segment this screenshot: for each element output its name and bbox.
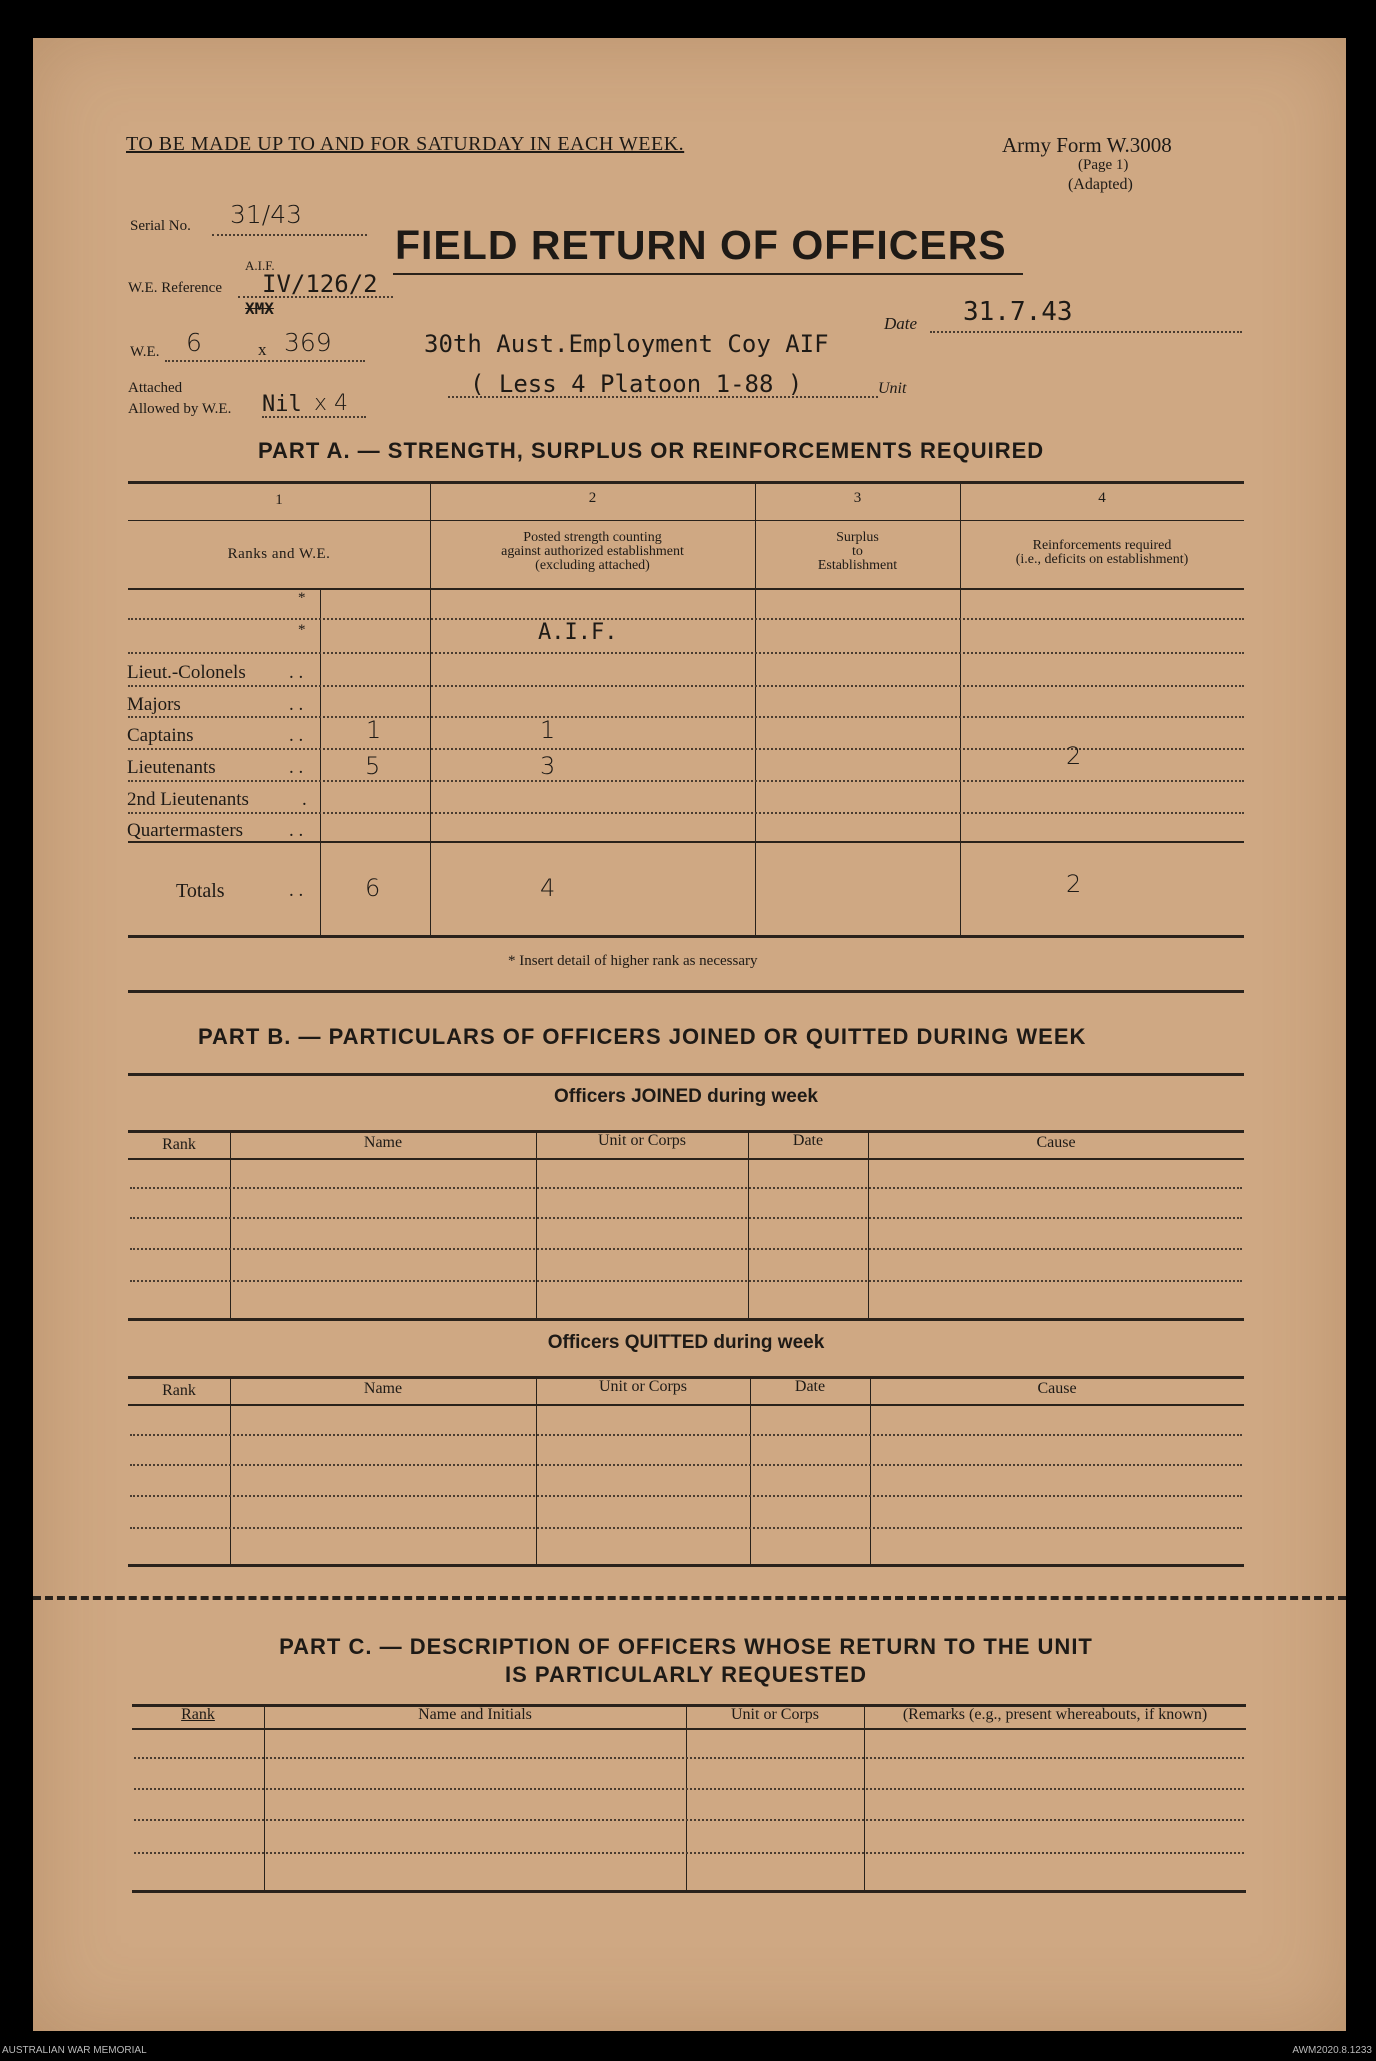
- joined-col-unit: Unit or Corps: [598, 1132, 686, 1149]
- rank-captains-dots: . .: [289, 725, 304, 746]
- col3-header-1: Surplus: [836, 530, 879, 545]
- col3-header-2: to: [852, 544, 863, 559]
- col2-header-3: (excluding attached): [535, 558, 650, 573]
- allowed-extra: x 4: [314, 391, 349, 416]
- col-number-1: 1: [275, 492, 283, 508]
- rank-lieutenants: Lieutenants: [127, 757, 216, 778]
- unit-line-2: ( Less 4 Platoon 1-88 ): [470, 370, 803, 398]
- allowed-value: Nil: [262, 392, 302, 417]
- part-a-footnote: * Insert detail of higher rank as necessary: [508, 953, 758, 969]
- c-col-name: Name and Initials: [418, 1706, 532, 1723]
- joined-title: Officers JOINED during week: [554, 1086, 818, 1107]
- we-value-a: 6: [186, 328, 202, 357]
- attached-label: Attached: [128, 380, 183, 396]
- lieutenants-reinf: 2: [1066, 742, 1082, 770]
- joined-col-rank: Rank: [162, 1136, 196, 1153]
- we-reference-value: IV/126/2: [262, 270, 378, 298]
- part-a-heading: PART A. — STRENGTH, SURPLUS OR REINFORCEMENTS REQUIRED: [258, 438, 1045, 463]
- col-number-2: 2: [588, 490, 597, 506]
- quitted-col-cause: Cause: [1037, 1380, 1077, 1397]
- we-value-x: x: [258, 340, 267, 359]
- rank-quartermasters: Quartermasters: [127, 820, 244, 841]
- joined-col-name: Name: [363, 1134, 403, 1151]
- date-value: 31.7.43: [963, 297, 1073, 327]
- form-number: Army Form W.3008: [1002, 133, 1172, 157]
- footer-left: AUSTRALIAN WAR MEMORIAL: [2, 2045, 147, 2056]
- star-2: *: [298, 622, 306, 638]
- quitted-title: Officers QUITTED during week: [547, 1332, 825, 1353]
- quitted-col-unit: Unit or Corps: [599, 1378, 687, 1395]
- quitted-col-rank: Rank: [162, 1382, 196, 1399]
- captains-posted: 1: [540, 716, 556, 744]
- part-c-heading-2: IS PARTICULARLY REQUESTED: [505, 1662, 867, 1687]
- part-c-heading-1: PART C. — DESCRIPTION OF OFFICERS WHOSE RETURN TO THE UNIT: [279, 1634, 1093, 1659]
- col3-header-3: Establishment: [817, 558, 898, 573]
- rank-quartermasters-dots: . .: [289, 820, 304, 841]
- allowed-label: Allowed by W.E.: [128, 401, 232, 417]
- rank-lieutenants-dots: . .: [289, 757, 304, 778]
- aif-label: A.I.F.: [245, 258, 275, 273]
- rank-2nd-lieutenants-dots: .: [302, 789, 307, 810]
- lieutenants-posted: 3: [540, 752, 556, 780]
- lieutenants-we: 5: [365, 752, 381, 780]
- c-col-unit: Unit or Corps: [731, 1706, 819, 1723]
- form-adapted: (Adapted): [1068, 176, 1133, 193]
- totals-reinf: 2: [1066, 870, 1082, 898]
- col2-header-1: Posted strength counting: [523, 530, 662, 545]
- col2-header-2: against authorized establishment: [501, 544, 684, 559]
- unit-line-1: 30th Aust.Employment Coy AIF: [424, 330, 829, 358]
- rank-lt-col: Lieut.-Colonels: [127, 662, 246, 683]
- date-label: Date: [884, 314, 918, 333]
- footer-right: AWM2020.8.1233: [1292, 2045, 1372, 2056]
- quitted-col-name: Name: [363, 1380, 403, 1397]
- serial-label: Serial No.: [130, 218, 191, 234]
- totals-dots: . .: [289, 880, 304, 901]
- we-value-b: 369: [284, 328, 332, 357]
- serial-value: 31/43: [230, 200, 303, 229]
- form-page: (Page 1): [1078, 157, 1129, 173]
- aif-note: A.I.F.: [538, 620, 618, 645]
- col4-header-2: (i.e., deficits on establishment): [1015, 552, 1189, 567]
- rank-majors-dots: . .: [289, 694, 304, 715]
- part-b-heading: PART B. — PARTICULARS OF OFFICERS JOINED OR QUITTED DURING WEEK: [198, 1024, 1087, 1049]
- totals-we: 6: [365, 874, 381, 902]
- rank-majors: Majors: [127, 694, 181, 715]
- we-label: W.E.: [130, 344, 160, 360]
- unit-label: Unit: [878, 380, 907, 397]
- joined-col-cause: Cause: [1036, 1134, 1076, 1151]
- col4-header-1: Reinforcements required: [1032, 538, 1172, 553]
- instruction-text: TO BE MADE UP TO AND FOR SATURDAY IN EACH WEEK.: [126, 133, 685, 155]
- joined-col-date: Date: [792, 1132, 824, 1149]
- col-number-4: 4: [1098, 490, 1106, 506]
- star-1: *: [298, 590, 306, 606]
- rank-lt-col-dots: . .: [289, 662, 304, 683]
- rank-captains: Captains: [127, 725, 194, 746]
- quitted-col-date: Date: [794, 1378, 826, 1395]
- c-col-rank: Rank: [181, 1706, 215, 1723]
- page-title: FIELD RETURN OF OFFICERS: [395, 222, 1007, 268]
- rank-2nd-lieutenants: 2nd Lieutenants: [127, 789, 249, 810]
- col-number-3: 3: [853, 490, 862, 506]
- col1-header: Ranks and W.E.: [227, 546, 331, 562]
- we-reference-label: W.E. Reference: [128, 280, 222, 296]
- c-col-remarks: (Remarks (e.g., present whereabouts, if known): [902, 1706, 1208, 1723]
- tear-line: [33, 1596, 1346, 1600]
- totals-label: Totals: [176, 880, 225, 902]
- title-underline: [393, 273, 1023, 275]
- totals-posted: 4: [540, 874, 556, 902]
- captains-we: 1: [366, 716, 382, 744]
- struck-value: XMX: [245, 299, 274, 318]
